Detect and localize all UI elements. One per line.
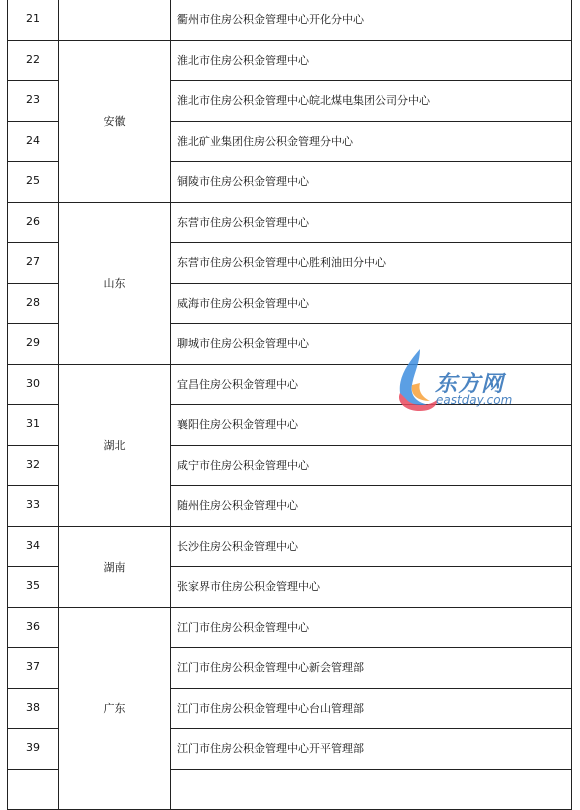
organization-name: 江门市住房公积金管理中心台山管理部 [171, 688, 572, 729]
province-cell: 湖北 [59, 364, 171, 526]
row-number: 33 [8, 486, 59, 527]
organization-name: 铜陵市住房公积金管理中心 [171, 162, 572, 203]
table-row [8, 607, 572, 648]
organization-name: 聊城市住房公积金管理中心 [171, 324, 572, 365]
row-number: 39 [8, 729, 59, 770]
row-number: 26 [8, 202, 59, 243]
table-row [8, 40, 572, 81]
organization-name: 襄阳住房公积金管理中心 [171, 405, 572, 446]
row-number: 27 [8, 243, 59, 284]
province-cell [59, 0, 171, 40]
organization-name: 长沙住房公积金管理中心 [171, 526, 572, 567]
row-number: 32 [8, 445, 59, 486]
watermark-domain: eastday.com [436, 393, 513, 407]
row-number: 38 [8, 688, 59, 729]
province-cell: 安徽 [59, 40, 171, 202]
table-row [8, 526, 572, 567]
row-number: 24 [8, 121, 59, 162]
row-number: 30 [8, 364, 59, 405]
watermark-brand: 东方网 [435, 372, 505, 397]
organization-name: 随州住房公积金管理中心 [171, 486, 572, 527]
row-number: 34 [8, 526, 59, 567]
province-cell: 山东 [59, 202, 171, 364]
row-number [8, 769, 59, 810]
table-row [8, 202, 572, 243]
province-cell: 广东 [59, 607, 171, 810]
organization-name: 宜昌住房公积金管理中心 [171, 364, 572, 405]
organization-name: 江门市住房公积金管理中心 [171, 607, 572, 648]
organization-name: 江门市住房公积金管理中心新会管理部 [171, 648, 572, 689]
organization-name: 东营市住房公积金管理中心 [171, 202, 572, 243]
organization-name: 咸宁市住房公积金管理中心 [171, 445, 572, 486]
row-number: 31 [8, 405, 59, 446]
row-number: 37 [8, 648, 59, 689]
row-number: 28 [8, 283, 59, 324]
table-row [8, 0, 572, 40]
row-number: 35 [8, 567, 59, 608]
row-number: 21 [8, 0, 59, 40]
organization-name: 江门市住房公积金管理中心开平管理部 [171, 729, 572, 770]
organization-name: 淮北市住房公积金管理中心皖北煤电集团公司分中心 [171, 81, 572, 122]
organization-name: 衢州市住房公积金管理中心开化分中心 [171, 0, 572, 40]
organization-name: 淮北市住房公积金管理中心 [171, 40, 572, 81]
row-number: 36 [8, 607, 59, 648]
eastday-watermark [390, 345, 550, 415]
row-number: 22 [8, 40, 59, 81]
organization-name: 淮北矿业集团住房公积金管理分中心 [171, 121, 572, 162]
row-number: 25 [8, 162, 59, 203]
row-number: 23 [8, 81, 59, 122]
eastday-logo-icon [390, 345, 440, 415]
row-number: 29 [8, 324, 59, 365]
province-cell: 湖南 [59, 526, 171, 607]
organization-name: 东营市住房公积金管理中心胜利油田分中心 [171, 243, 572, 284]
organization-name [171, 769, 572, 810]
organization-name: 威海市住房公积金管理中心 [171, 283, 572, 324]
organization-name: 张家界市住房公积金管理中心 [171, 567, 572, 608]
